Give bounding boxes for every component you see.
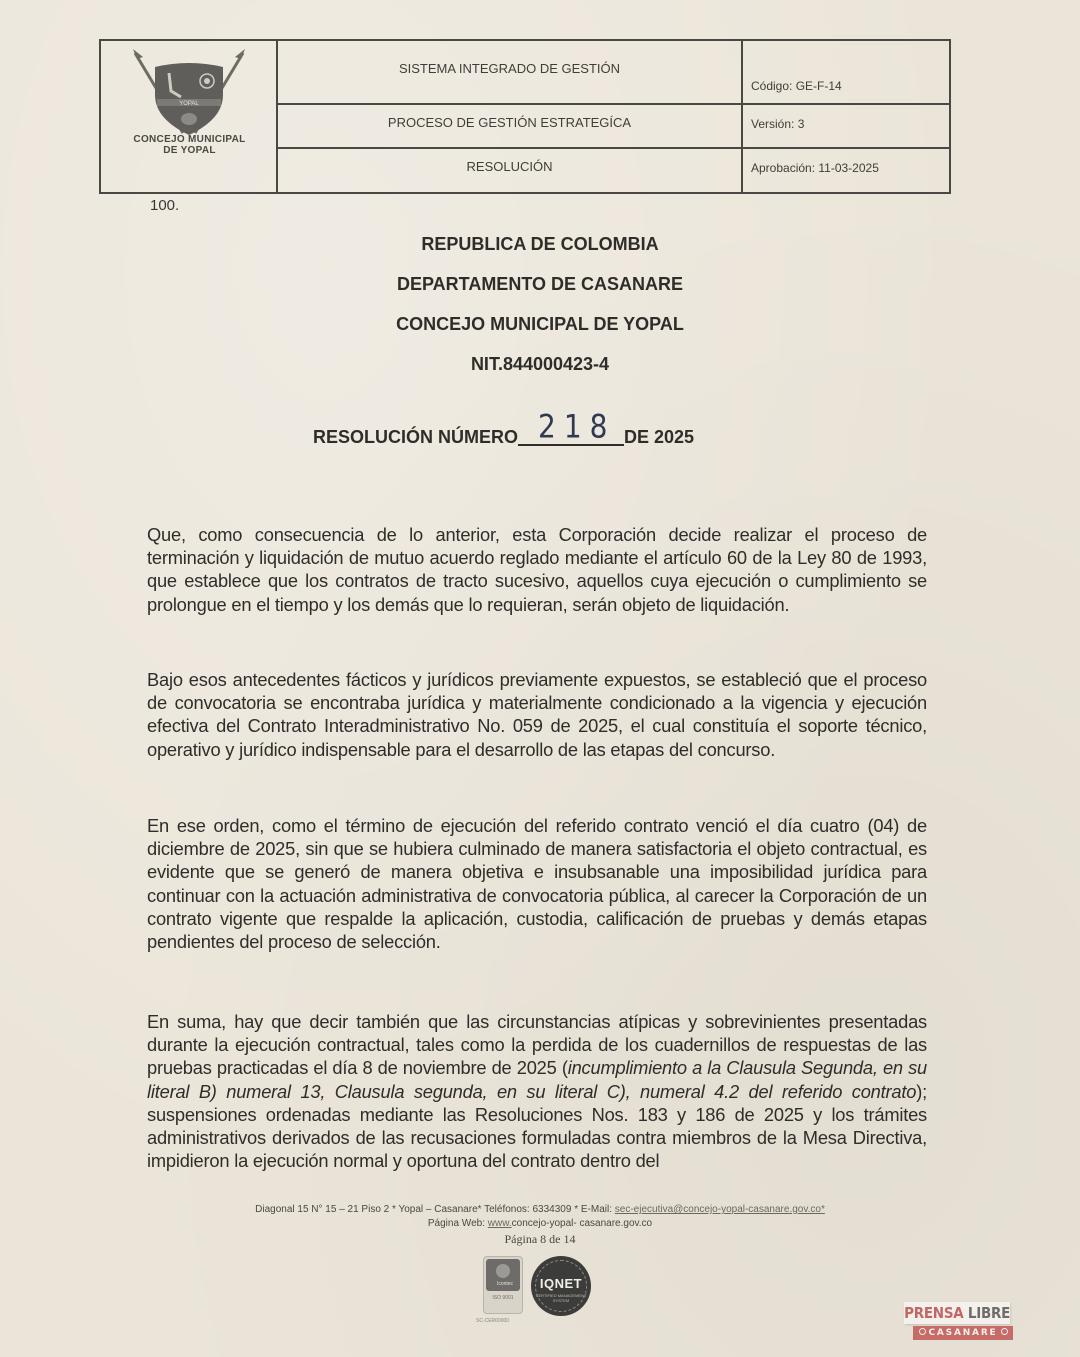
- paragraph-4-end: ); suspensiones ordenadas mediante las Resoluciones Nos. 183 y 186 de 2025 y los trámites administrativos derivados de las recusaciones formuladas contra miembros de la Mesa Directiva, impidieron la ejecución normal y oportuna del contrato dentro del: [147, 1080, 927, 1172]
- icontec-standard: ISO 9001: [492, 1295, 514, 1301]
- icontec-certificate-code: SC-CER00000: [476, 1318, 510, 1324]
- iqnet-subtitle: CERTIFIED MANAGEMENT SYSTEM: [535, 1293, 587, 1303]
- paragraph-2: Bajo esos antecedentes fácticos y jurídicos previamente expuestos, se estableció que el proceso de convocatoria se encontraba jurídica y materialmente condicionado a la vigencia y ejecución efectiva del Contrato Interadministrativo No. 059 de 2025, el cual constituía el soporte técnico, operativo y jurídico indispensable para el desarrollo de las etapas del concurso.: [147, 669, 927, 760]
- resolution-number-handwritten: 218: [538, 407, 616, 446]
- icontec-emblem-icon: [496, 1264, 510, 1278]
- resolution-prefix: RESOLUCIÓN NÚMERO: [313, 427, 519, 447]
- watermark-region-band: [913, 1326, 1013, 1340]
- resolution-number-blank: [518, 407, 624, 446]
- paragraph-3: En ese orden, como el término de ejecución del referido contrato venció el día cuatro (04) de diciembre de 2025, sin que se hubiera culminado de manera satisfactoria el objeto contractual, es evidente que se generó de manera objetiva e insubsanable una imposibilidad jurídica para continuar con la actuación administrativa de convocatoria pública, al carecer la Corporación de un contrato vigente que respalde la aplicación, custodia, calificación de pruebas y demás etapas pendientes del proceso de selección.: [147, 815, 927, 953]
- document-type: RESOLUCIÓN: [466, 159, 553, 174]
- page-number: Página 8 de 14: [504, 1232, 576, 1246]
- divider: [743, 147, 949, 149]
- paragraph-4-start: En suma, hay que decir también que las circunstancias atípicas y sobrevinientes presentadas durante la ejecución contractual, tales como la perdida de los cuadernillos de respuestas de las pruebas practicadas el día 8 de noviembre de 2025 (: [147, 1011, 927, 1079]
- icontec-certification-logo: [483, 1256, 523, 1314]
- icontec-badge: [486, 1259, 520, 1291]
- footer-web-label: Página Web:: [427, 1218, 488, 1229]
- logo-text-line1: CONCEJO MUNICIPAL: [133, 134, 246, 145]
- document-version: Versión: 3: [751, 117, 805, 131]
- watermark-brand: [904, 1302, 1010, 1324]
- title-nit: NIT.844000423-4: [470, 354, 610, 374]
- footer-web-address[interactable]: concejo-yopal- casanare.gov.co: [511, 1218, 653, 1229]
- footer-web-www[interactable]: www.: [487, 1218, 512, 1229]
- divider: [743, 103, 949, 105]
- resolution-heading: [313, 407, 695, 448]
- process-name: PROCESO DE GESTIÓN ESTRATEGÍCA: [387, 115, 632, 130]
- title-department: DEPARTAMENTO DE CASANARE: [396, 274, 683, 294]
- circle-icon: [919, 1328, 926, 1335]
- page-mark: 100.: [150, 197, 180, 214]
- divider: [278, 103, 741, 105]
- resolution-suffix: DE 2025: [624, 427, 695, 447]
- footer-address-line: [0, 1204, 1080, 1215]
- paragraph-4-italic: incumplimiento a la Clausula Segunda, en su literal B) numeral 13, Clausula segunda, en su literal C), numeral 4.2 del referido contrato: [147, 1057, 928, 1102]
- paragraph-1: Que, como consecuencia de lo anterior, esta Corporación decide realizar el proceso de terminación y liquidación de mutuo acuerdo reglado mediante el artículo 60 de la Ley 80 de 1993, que establece que los contratos de tracto sucesivo, aquellos cuya ejecución o cumplimiento se prolongue en el tiempo y los demás que lo requieran, serán objeto de liquidación.: [147, 524, 927, 615]
- iqnet-name: IQNET: [539, 1276, 583, 1291]
- circle-icon: [1001, 1328, 1008, 1335]
- watermark-region: CASANARE: [928, 1328, 998, 1338]
- icontec-name: Icontec: [496, 1281, 514, 1287]
- footer-web-line: [0, 1218, 1080, 1229]
- header-middle-column: [278, 41, 741, 192]
- document-code: Código: GE-F-14: [751, 79, 842, 93]
- system-name: SISTEMA INTEGRADO DE GESTIÓN: [398, 61, 621, 76]
- header-right-column: [741, 41, 949, 192]
- iqnet-certification-logo: [531, 1256, 591, 1316]
- title-country: REPUBLICA DE COLOMBIA: [421, 234, 659, 254]
- watermark-brand-part2: LIBRE: [967, 1304, 1011, 1322]
- logo-text-line2: DE YOPAL: [163, 145, 216, 156]
- logo-cell: [101, 41, 278, 192]
- prensa-libre-watermark: [904, 1302, 1022, 1342]
- svg-text:YOPAL: YOPAL: [179, 101, 199, 107]
- footer-address: Diagonal 15 N° 15 – 21 Piso 2 * Yopal – Casanare* Teléfonos: 6334309 * E-Mail:: [255, 1204, 615, 1215]
- title-council: CONCEJO MUNICIPAL DE YOPAL: [396, 314, 684, 334]
- paragraph-4: [147, 1010, 927, 1172]
- watermark-brand-part1: PRENSA: [904, 1304, 964, 1322]
- header-table: [99, 39, 951, 194]
- divider: [278, 147, 741, 149]
- approval-date: Aprobación: 11-03-2025: [751, 161, 879, 175]
- coat-of-arms-icon: [131, 49, 247, 141]
- footer-email-link[interactable]: sec-ejecutiva@concejo-yopal-casanare.gov.co*: [614, 1204, 825, 1215]
